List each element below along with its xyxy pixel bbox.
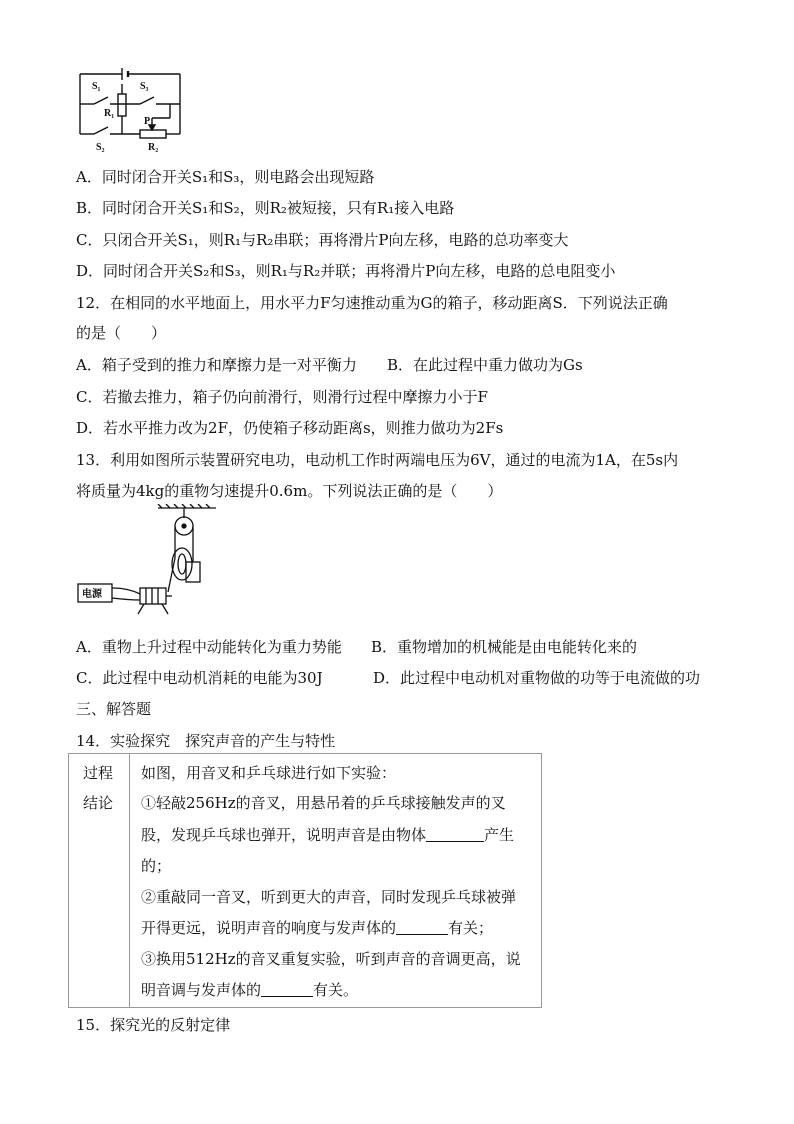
q13-option-b: B．重物增加的机械能是由电能转化来的 xyxy=(371,638,638,656)
q11-option-a: A．同时闭合开关S₁和S₃，则电路会出现短路 xyxy=(76,168,375,186)
q12-stem-line1: 12．在相同的水平地面上，用水平力F匀速推动重为G的箱子，移动距离S．下列说法正确 xyxy=(76,294,668,312)
circuit-diagram xyxy=(74,64,194,152)
q14-step3-text: 明音调与发声体的 xyxy=(141,981,262,999)
q13-option-d: D．此过程中电动机对重物做的功等于电流做的功 xyxy=(373,669,701,687)
label-s3: S₃ xyxy=(140,81,149,92)
power-source-label: 电源 xyxy=(82,589,102,600)
answer-blank-3[interactable] xyxy=(261,982,313,997)
q12-option-b: B．在此过程中重力做功为Gs xyxy=(387,356,583,374)
q11-option-b: B．同时闭合开关S₁和S₂，则R₂被短接，只有R₁接入电路 xyxy=(76,199,455,217)
q14-step3-end: 有关。 xyxy=(313,981,359,999)
label-p: P xyxy=(144,116,151,127)
q14-step2-line2 xyxy=(141,917,493,938)
q14-step2-line1: ②重敲同一音叉，听到更大的声音，同时发现乒乓球被弹 xyxy=(141,888,517,906)
q11-option-c: C．只闭合开关S₁，则R₁与R₂串联；再将滑片P向左移，电路的总功率变大 xyxy=(76,231,569,249)
label-process: 过程 xyxy=(83,764,114,782)
q12-stem-line2: 的是（ ） xyxy=(76,324,167,342)
q14-step3-line2 xyxy=(141,979,358,1000)
q13-option-a: A．重物上升过程中动能转化为重力势能 xyxy=(76,638,342,656)
label-r1: R₁ xyxy=(104,108,115,119)
q14-table xyxy=(68,753,542,1008)
q15-title: 15．探究光的反射定律 xyxy=(76,1016,231,1034)
q14-step2-text: 开得更远，说明声音的响度与发声体的 xyxy=(141,919,397,937)
q14-step1-end: 产生 xyxy=(484,826,515,844)
q13-stem-line2: 将质量为4kg的重物匀速提升0.6m。下列说法正确的是（ ） xyxy=(76,482,503,500)
motor-pulley-figure xyxy=(76,504,226,616)
q13-option-c: C．此过程中电动机消耗的电能为30J xyxy=(76,669,323,687)
q14-step1-text: 股，发现乒乓球也弹开，说明声音是由物体 xyxy=(141,826,427,844)
q14-step1-line3: 的； xyxy=(141,857,172,875)
q14-title: 14．实验探究 探究声音的产生与特性 xyxy=(76,732,336,750)
section-heading: 三、解答题 xyxy=(76,700,152,718)
q12-option-a: A．箱子受到的推力和摩擦力是一对平衡力 xyxy=(76,356,357,374)
q14-step3-line1: ③换用512Hz的音叉重复实验，听到声音的音调更高，说 xyxy=(141,950,521,968)
q11-option-d: D．同时闭合开关S₂和S₃，则R₁与R₂并联；再将滑片P向左移，电路的总电阻变小 xyxy=(76,262,616,280)
label-r2: R₂ xyxy=(148,142,159,152)
answer-blank-1[interactable] xyxy=(426,827,484,842)
q14-step1-line1: ①轻敲256Hz的音叉，用悬吊着的乒乓球接触发声的叉 xyxy=(141,794,506,812)
label-s2: S₂ xyxy=(96,142,105,152)
q14-step1-line2 xyxy=(141,824,514,845)
answer-blank-2[interactable] xyxy=(396,920,448,935)
q13-stem-line1: 13．利用如图所示装置研究电功，电动机工作时两端电压为6V，通过的电流为1A，在5s内 xyxy=(76,451,679,469)
q12-option-d: D．若水平推力改为2F，仍使箱子移动距离s，则推力做功为2Fs xyxy=(76,419,504,437)
q12-option-c: C．若撤去推力，箱子仍向前滑行，则滑行过程中摩擦力小于F xyxy=(76,388,488,406)
q14-left-column xyxy=(69,754,130,1007)
label-conclusion: 结论 xyxy=(83,794,114,812)
q14-step2-end: 有关； xyxy=(448,919,494,937)
label-s1: S₁ xyxy=(92,81,101,92)
q14-intro: 如图，用音叉和乒乓球进行如下实验： xyxy=(141,764,397,782)
